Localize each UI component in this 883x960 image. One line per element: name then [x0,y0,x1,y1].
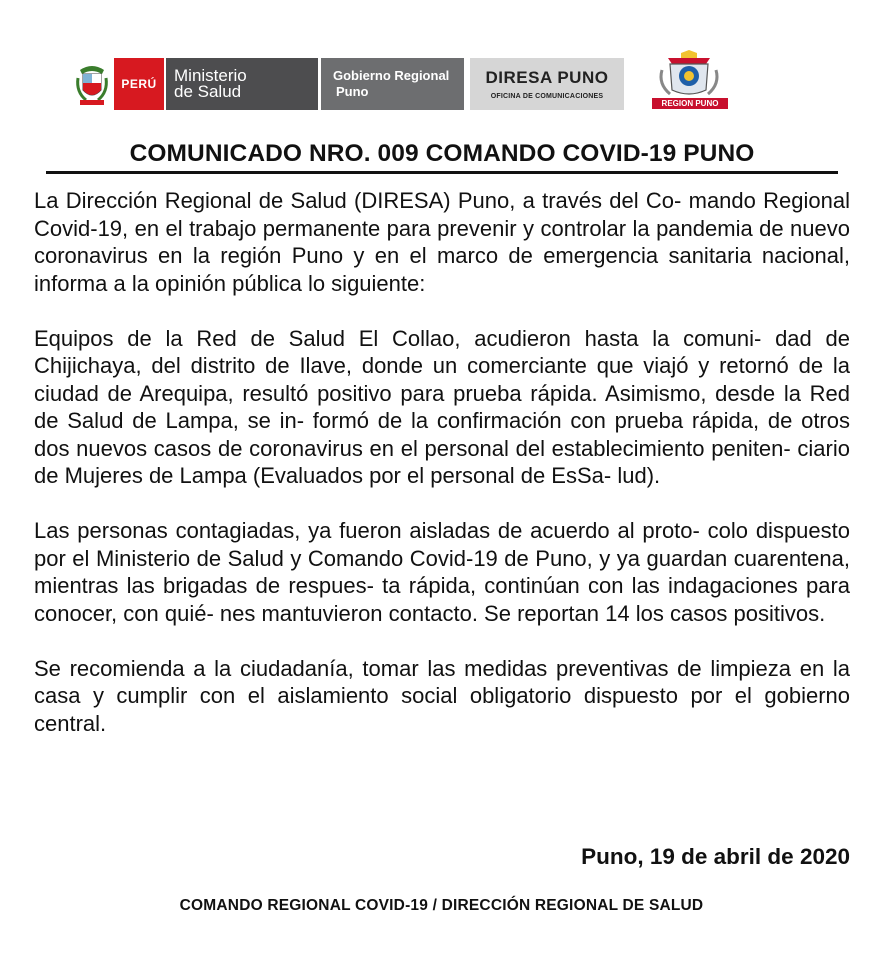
ministry-line2: de Salud [174,82,242,101]
ministry-line1: Ministerio [174,66,247,85]
document-date: Puno, 19 de abril de 2020 [581,844,850,869]
document-body [34,187,850,737]
paragraph: Las personas contagiadas, ya fueron aisladas de acuerdo al proto- colo dispuesto por el Ministerio de Salud y Comando Covid-19 de Puno, y ya guardan cuarentena, mientras las brigadas de respues- ta rápida, continúan con las indagaciones para conocer, con quié- nes mantuvieron contacto. Se reportan 14 los casos positivos. [34,518,850,626]
page-title: COMUNICADO NRO. 009 COMANDO COVID-19 PUNO [46,138,838,174]
paragraph: Equipos de la Red de Salud El Collao, acudieron hasta la comuni- dad de Chijichaya, del distrito de Ilave, donde un comerciante que viajó y retornó de la ciudad de Arequipa, resultó positivo para prueba rápida. Asimismo, desde la Red de Salud de Lampa, se in- formó de la confirmación con prueba rápida, de otros dos nuevos casos de coronavirus en el personal del establecimiento peniten- ciario de Mujeres de Lampa (Evaluados por el personal de EsSa- lud). [34,325,850,488]
diresa-subtitle: OFICINA DE COMUNICACIONES [490,93,604,100]
peru-coat-of-arms-icon [72,58,112,110]
gore-line2: Puno [336,84,369,99]
diresa-logo [470,58,624,110]
region-label: REGION PUNO [652,98,728,109]
peru-label: PERÚ [114,58,164,110]
gore-line1: Gobierno Regional [333,68,450,83]
ministry-logo [164,58,318,110]
diresa-title: DIRESA PUNO [485,68,609,87]
footer-signature: COMANDO REGIONAL COVID-19 / DIRECCIÓN REGIONAL DE SALUD [179,897,704,914]
header-logos [72,58,624,110]
paragraph: Se recomienda a la ciudadanía, tomar las medidas preventivas de limpieza en la casa y cumplir con el aislamiento social obligatorio dispuesto por el gobierno central. [34,655,850,736]
regional-government-logo [318,58,464,110]
paragraph: La Dirección Regional de Salud (DIRESA) Puno, a través del Co- mando Regional Covid-19, en el trabajo permanente para prevenir y controlar la pandemia de nuevo coronavirus en la región Puno y en el marco de emergencia sanitaria nacional, informa a la opinión pública lo siguiente: [34,188,850,296]
